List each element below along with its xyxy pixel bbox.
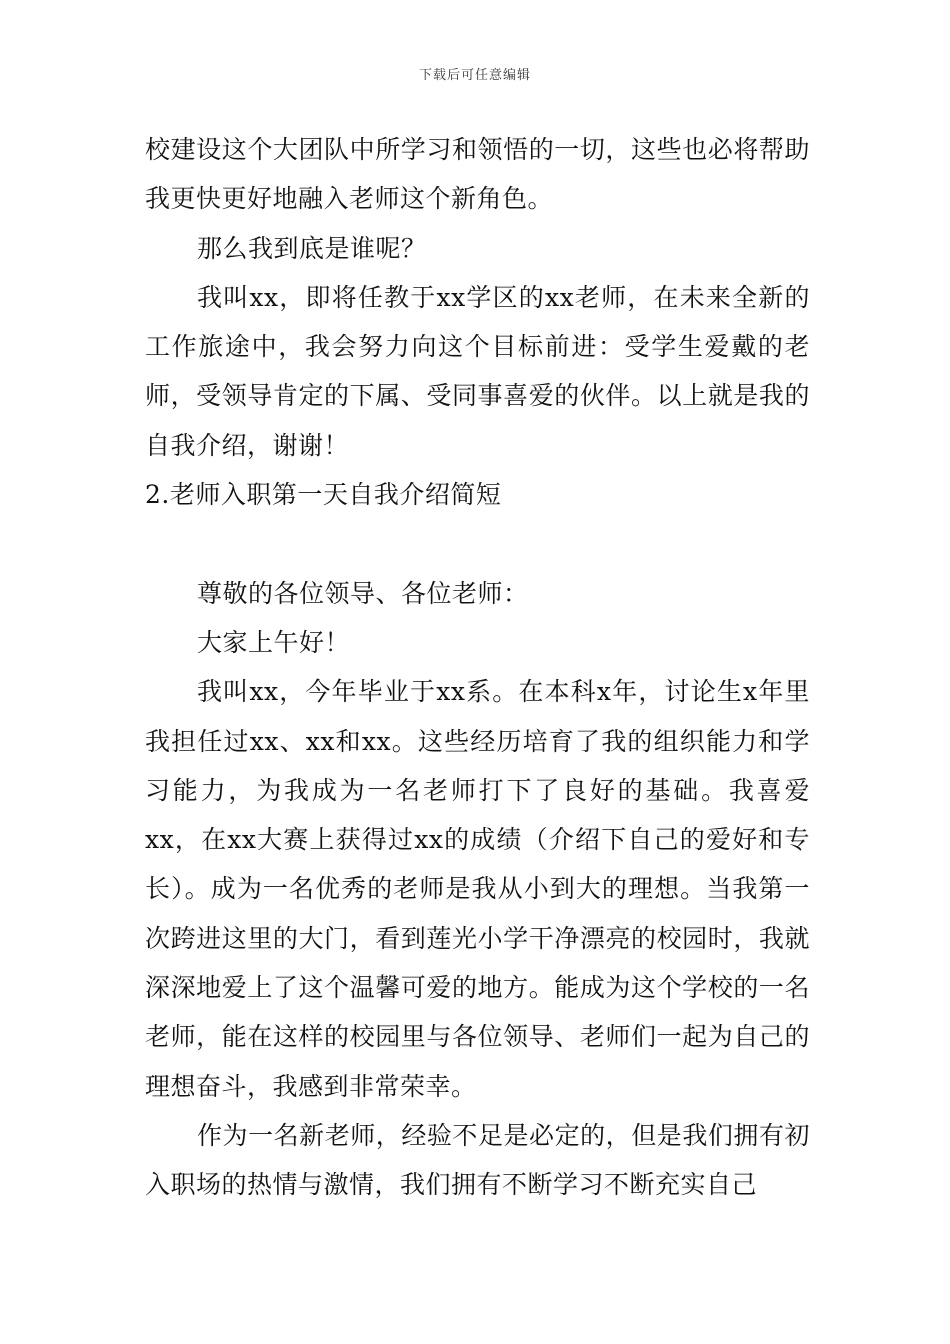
paragraph-question: 那么我到底是谁呢？ — [197, 233, 427, 263]
document-body — [145, 125, 810, 1210]
section-heading: 2.老师入职第一天自我介绍简短 — [145, 480, 502, 510]
paragraph-intro-1: 我叫xx，即将任教于xx学区的xx老师，在未来全新的工作旅途中，我会努力向这个目标前进：受学生爱戴的老师，受领导肯定的下属、受同事喜爱的伙伴。以上就是我的自我介绍，谢谢！ — [145, 282, 810, 460]
page-header: 下载后可任意编辑 — [418, 68, 531, 83]
paragraph-intro-2: 我叫xx，今年毕业于xx系。在本科x年，讨论生x年里我担任过xx、xx和xx。这些经历培育了我的组织能力和学习能力，为我成为一名老师打下了良好的基础。我喜爱xx，在xx大赛上获得过xx的成绩（介绍下自己的爱好和专长）。成为一名优秀的老师是我从小到大的理想。当我第一次跨进这里的大门，看到莲光小学干净漂亮的校园时，我就深深地爱上了这个温馨可爱的地方。能成为这个学校的一名老师，能在这样的校园里与各位领导、老师们一起为自己的理想奋斗，我感到非常荣幸。 — [145, 677, 810, 1101]
blank-line — [145, 519, 810, 568]
paragraph-continuation: 校建设这个大团队中所学习和领悟的一切，这些也必将帮助我更快更好地融入老师这个新角色。 — [145, 135, 810, 214]
paragraph-salutation: 尊敬的各位领导、各位老师： — [197, 578, 529, 608]
paragraph-closing: 作为一名新老师，经验不足是必定的，但是我们拥有初入职场的热情与激情，我们拥有不断学习不断充实自己 — [145, 1120, 810, 1200]
paragraph-greeting: 大家上午好！ — [197, 627, 351, 657]
